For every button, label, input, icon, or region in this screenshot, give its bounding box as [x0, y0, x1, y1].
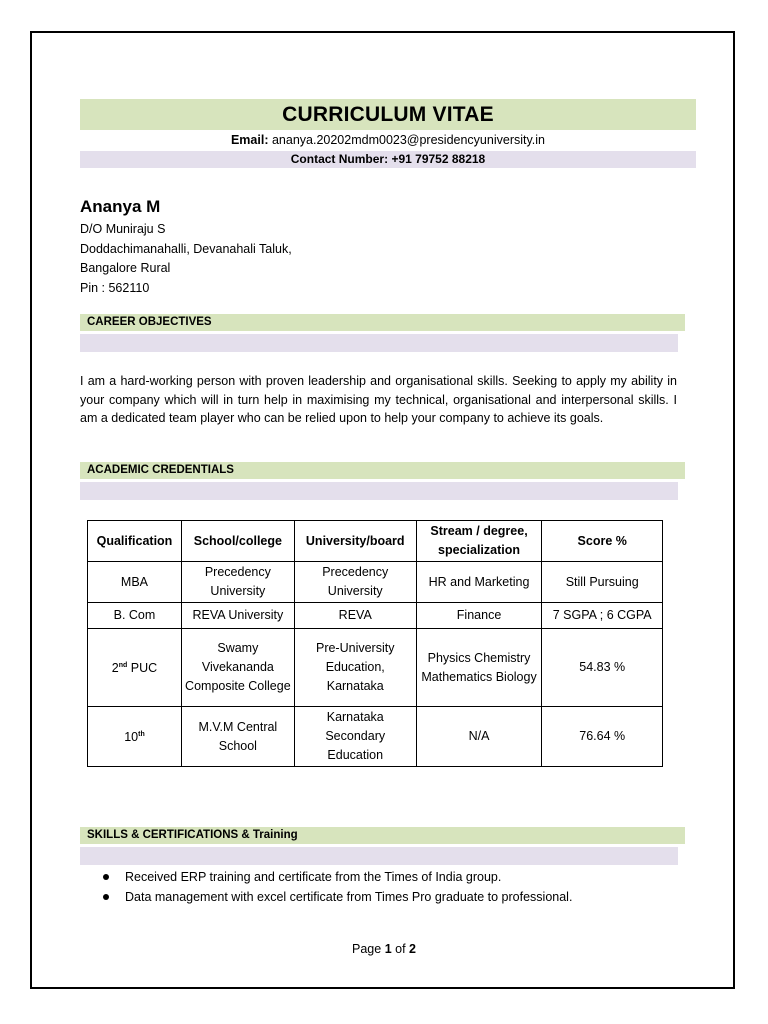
column-header: School/college: [181, 521, 294, 562]
table-header-row: [88, 521, 663, 562]
contact-value: +91 79752 88218: [391, 152, 486, 166]
email-value: ananya.20202mdm0023@presidencyuniversity.in: [271, 133, 546, 147]
score-cell: Still Pursuing: [542, 562, 663, 603]
board-cell: Pre-University Education, Karnataka: [294, 629, 416, 707]
email-line: [80, 133, 696, 150]
email-label: Email:: [230, 133, 269, 147]
school-cell: M.V.M Central School: [181, 707, 294, 767]
school-cell: REVA University: [181, 603, 294, 629]
column-header: Stream / degree, specialization: [416, 521, 542, 562]
score-cell: 76.64 %: [542, 707, 663, 767]
page-total: 2: [409, 942, 416, 956]
qualification-ordinal: th: [138, 731, 145, 739]
board-cell: Karnataka Secondary Education: [294, 707, 416, 767]
table-row: [88, 629, 663, 707]
school-cell: Precedency University: [181, 562, 294, 603]
list-item: Received ERP training and certificate from the Times of India group.: [100, 867, 572, 887]
career-objectives-heading: CAREER OBJECTIVES: [80, 314, 685, 331]
career-objectives-band: [80, 334, 678, 352]
academic-table: [87, 520, 663, 767]
score-cell: 54.83 %: [542, 629, 663, 707]
column-header: University/board: [294, 521, 416, 562]
list-item: Data management with excel certificate from Times Pro graduate to professional.: [100, 887, 572, 907]
school-cell: Swamy Vivekananda Composite College: [181, 629, 294, 707]
stream-cell: Finance: [416, 603, 542, 629]
qualification-cell: B. Com: [88, 603, 182, 629]
column-header: Qualification: [88, 521, 182, 562]
column-header: Score %: [542, 521, 663, 562]
contact-label: Contact Number:: [290, 152, 389, 166]
address-line: D/O Muniraju S: [80, 222, 166, 236]
table-row: [88, 603, 663, 629]
document-title: CURRICULUM VITAE: [80, 99, 696, 130]
page-label: Page: [352, 942, 382, 956]
stream-cell: N/A: [416, 707, 542, 767]
address-line: Pin : 562110: [80, 280, 150, 295]
qualification-cell: MBA: [88, 562, 182, 603]
address-line: Bangalore Rural: [80, 261, 171, 275]
academic-credentials-band: [80, 482, 678, 500]
board-cell: REVA: [294, 603, 416, 629]
page-border: [30, 31, 735, 989]
address-line: Doddachimanahalli, Devanahali Taluk,: [80, 241, 292, 256]
of-label: of: [395, 942, 406, 956]
skills-band: [80, 847, 678, 865]
skills-list: [100, 867, 572, 907]
board-cell: Precedency University: [294, 562, 416, 603]
qualification-cell: [88, 629, 182, 707]
stream-cell: HR and Marketing: [416, 562, 542, 603]
qualification-number: 10: [124, 730, 139, 745]
academic-credentials-heading: ACADEMIC CREDENTIALS: [80, 462, 685, 479]
qualification-cell: [88, 707, 182, 767]
candidate-name: Ananya M: [80, 197, 161, 216]
page-footer: [0, 942, 768, 956]
qualification-number: 2: [111, 661, 119, 676]
contact-line: [80, 151, 696, 168]
career-objective-text: I am a hard-working person with proven leadership and organisational skills. Seeking to apply my ability in your company which will in turn help in maximising my technical, organisational and interpersonal skills. I am a dedicated team player who can be relied upon to help your company to achieve its goals.: [80, 374, 677, 426]
address-block: [80, 220, 292, 298]
qualification-suffix: PUC: [127, 661, 158, 676]
qualification-ordinal: nd: [118, 662, 128, 670]
stream-cell: Physics Chemistry Mathematics Biology: [416, 629, 542, 707]
table-row: [88, 562, 663, 603]
skills-heading: SKILLS & CERTIFICATIONS & Training: [80, 827, 685, 844]
score-cell: 7 SGPA ; 6 CGPA: [542, 603, 663, 629]
page-number: 1: [384, 942, 392, 956]
table-row: [88, 707, 663, 767]
